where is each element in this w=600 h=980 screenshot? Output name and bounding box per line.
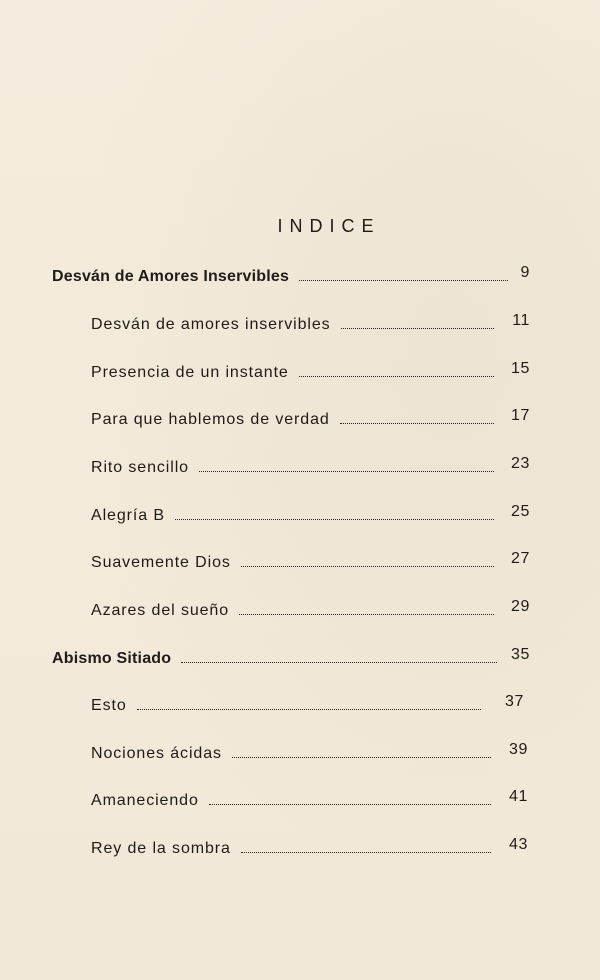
toc-entry-page: 39	[509, 741, 528, 758]
toc-entry-page: 41	[509, 788, 528, 805]
dot-leader	[340, 423, 494, 424]
toc-entry-label: Esto	[91, 697, 127, 714]
toc-entry	[91, 360, 494, 382]
toc-entry	[91, 407, 494, 429]
toc-entry-label: Azares del sueño	[91, 602, 230, 619]
toc-entry	[91, 312, 494, 334]
dot-leader	[239, 614, 494, 615]
toc-entry	[91, 598, 494, 620]
dot-leader	[299, 280, 508, 281]
toc-entry	[91, 455, 494, 477]
dot-leader	[137, 709, 481, 710]
toc-entry-label: Amaneciendo	[91, 792, 199, 809]
toc-entry	[91, 741, 491, 763]
toc-entry-page: 17	[511, 407, 530, 424]
toc-entry	[91, 836, 491, 858]
toc-entry-label: Suavemente Dios	[91, 554, 231, 571]
toc-entry	[91, 503, 494, 525]
toc-entry-page: 37	[505, 693, 524, 710]
toc-entry-label: Presencia de un instante	[91, 364, 289, 381]
toc-entry-page: 23	[511, 455, 530, 472]
dot-leader	[175, 519, 494, 520]
toc-entry-page: 9	[520, 264, 530, 281]
toc-entry-label: Abismo Sitiado	[52, 650, 172, 667]
dot-leader	[341, 328, 494, 329]
index-title: INDICE	[277, 216, 381, 236]
toc-entry-page: 15	[511, 360, 530, 377]
toc-entry-section	[52, 264, 508, 286]
dot-leader	[181, 662, 497, 663]
dot-leader	[241, 852, 491, 853]
dot-leader	[232, 757, 491, 758]
dot-leader	[199, 471, 494, 472]
dot-leader	[241, 566, 494, 567]
toc-entry-label: Nociones ácidas	[91, 745, 222, 762]
toc-entry-page: 35	[511, 646, 530, 663]
dot-leader	[209, 804, 491, 805]
toc-entry	[91, 693, 481, 715]
toc-entry-section	[52, 646, 497, 668]
toc-entry-label: Desván de amores inservibles	[91, 316, 331, 333]
toc-entry-label: Desván de Amores Inservibles	[52, 268, 290, 285]
toc-entry-page: 27	[511, 550, 530, 567]
toc-entry-label: Rito sencillo	[91, 459, 189, 476]
toc-entry-label: Rey de la sombra	[91, 840, 231, 857]
toc-entry-label: Alegría B	[91, 507, 165, 524]
toc-entry-page: 11	[512, 312, 530, 329]
toc-entry-page: 43	[509, 836, 528, 853]
toc-entry-label: Para que hablemos de verdad	[91, 411, 330, 428]
toc-entry	[91, 788, 491, 810]
toc-entry-page: 25	[511, 503, 530, 520]
toc-entry	[91, 550, 494, 572]
dot-leader	[299, 376, 494, 377]
toc-entry-page: 29	[511, 598, 530, 615]
